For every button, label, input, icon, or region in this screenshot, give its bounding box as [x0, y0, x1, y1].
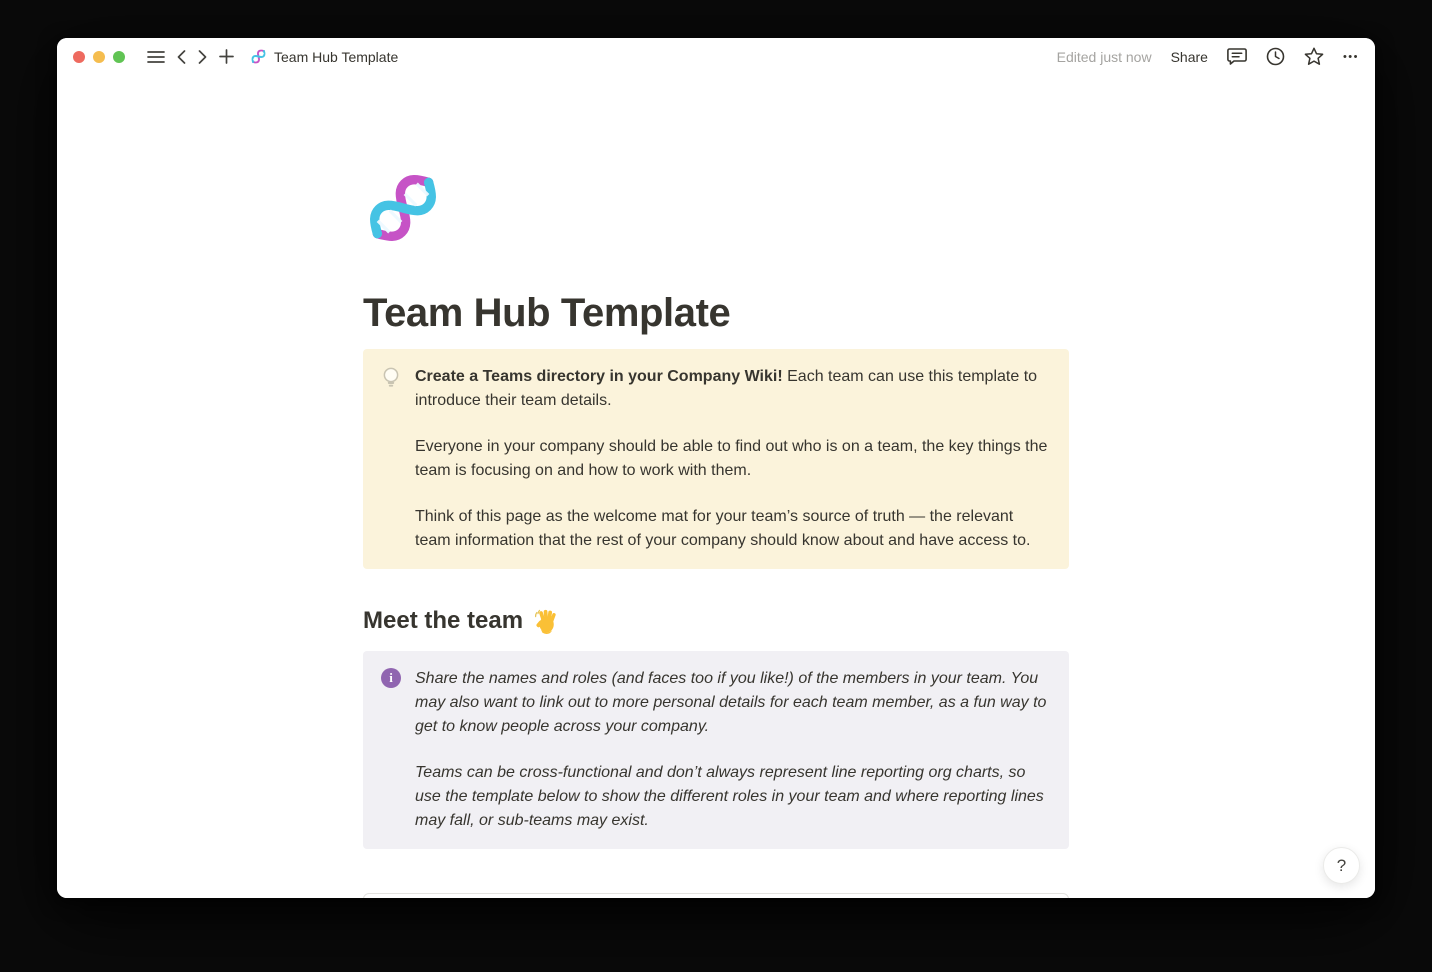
comment-icon [1227, 47, 1247, 66]
info-paragraph-1: Share the names and roles (and faces too if you like!) of the members in your team. You may also want to link out to more personal details for each team member, as a fun way to get to know people across your company. [415, 670, 1047, 735]
tip-callout-text [415, 365, 1053, 553]
tip-paragraph-3: Think of this page as the welcome mat for your team’s source of truth — the relevant team information that the rest of your company should know about and have access to. [415, 508, 1031, 549]
history-button[interactable] [1266, 47, 1285, 66]
sidebar-menu-button[interactable] [147, 50, 165, 64]
edited-status: Edited just now [1056, 48, 1152, 65]
new-tab-button[interactable] [219, 49, 234, 64]
page-content [57, 75, 1375, 898]
comments-button[interactable] [1227, 47, 1247, 66]
info-paragraph-2: Teams can be cross-functional and don’t always represent line reporting org charts, so use the template below to show the different roles in your team and where reporting lines may fall, or sub-teams may exist. [415, 764, 1044, 829]
clock-icon [1266, 47, 1285, 66]
breadcrumb-doc-title[interactable] [250, 48, 398, 65]
info-callout [363, 651, 1069, 849]
favorite-button[interactable] [1304, 47, 1324, 66]
tip-callout [363, 349, 1069, 569]
section-heading-meet-the-team[interactable] [363, 605, 1069, 637]
share-button[interactable]: Share [1170, 48, 1208, 65]
doc-title-label: Team Hub Template [274, 48, 399, 65]
info-icon[interactable] [379, 667, 403, 833]
tip-lead-bold: Create a Teams directory in your Company Wiki! [415, 368, 783, 385]
nav-forward-button[interactable] [198, 50, 207, 64]
chevron-left-icon [177, 50, 186, 64]
more-options-button[interactable] [1343, 51, 1359, 63]
hamburger-icon [147, 50, 165, 64]
page-dna-icon[interactable] [363, 168, 1069, 248]
page-title[interactable]: Team Hub Template [363, 291, 731, 335]
nav-back-button[interactable] [177, 50, 186, 64]
ellipsis-icon: ••• [1342, 50, 1359, 63]
minimize-button[interactable] [93, 51, 105, 63]
chevron-right-icon [198, 50, 207, 64]
info-icon-glyph: i [381, 668, 401, 688]
app-window [57, 38, 1375, 898]
traffic-lights [73, 51, 125, 63]
close-button[interactable] [73, 51, 85, 63]
titlebar-actions [1057, 38, 1359, 75]
section-heading-label: Meet the team [363, 607, 524, 634]
partially-visible-block[interactable] [363, 893, 1069, 898]
info-callout-text [415, 667, 1053, 833]
tip-lead-rest: Each team can use this template to introduce their team details. [415, 368, 1038, 409]
tip-paragraph-2: Everyone in your company should be able to find out who is on a team, the key things the team is focusing on and how to work with them. [415, 438, 1048, 479]
light-bulb-icon[interactable] [379, 365, 403, 553]
dna-doc-icon [250, 48, 267, 65]
zoom-button[interactable] [113, 51, 125, 63]
plus-icon [219, 49, 234, 64]
star-icon [1304, 47, 1324, 66]
help-button[interactable]: ? [1323, 847, 1360, 884]
waving-hand-icon [532, 608, 559, 635]
titlebar [57, 38, 1375, 75]
